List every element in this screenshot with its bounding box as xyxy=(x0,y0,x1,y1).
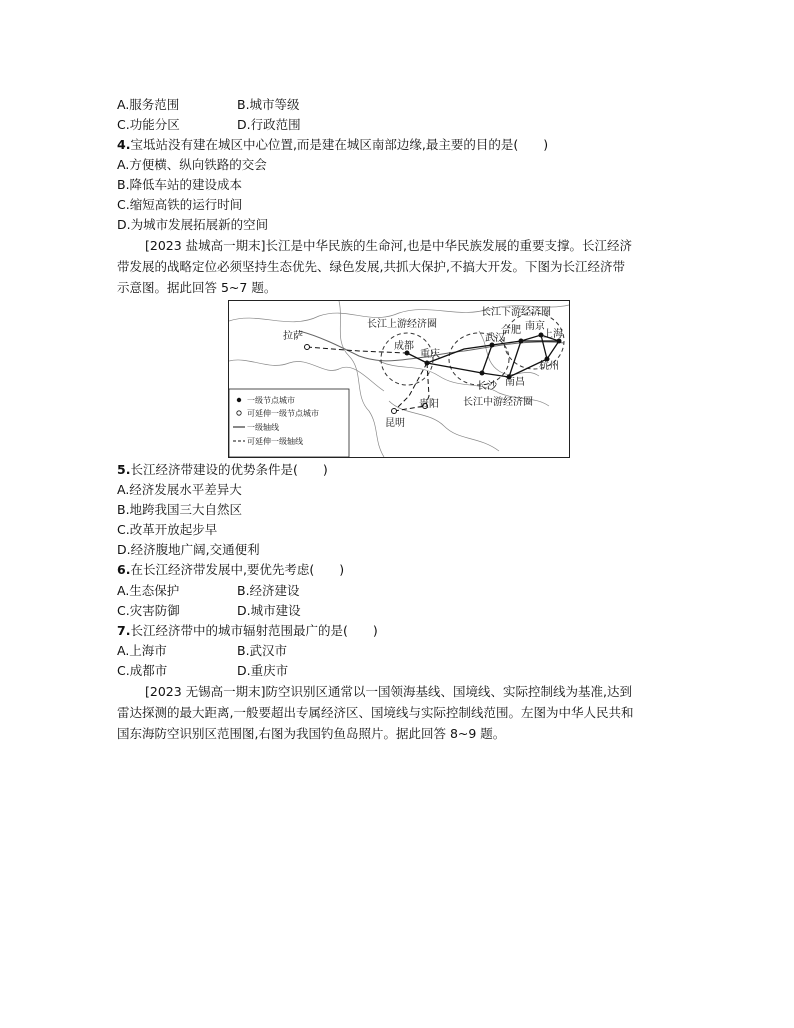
q4-question xyxy=(117,136,548,153)
passage2-line3: 国东海防空识别区范围图,右图为我国钓鱼岛照片。据此回答 8~9 题。 xyxy=(117,726,506,741)
label-shanghai: 上海 xyxy=(543,329,563,340)
node-hefei xyxy=(519,339,524,344)
q6-stem: 在长江经济带发展中,要优先考虑( ) xyxy=(130,562,345,577)
q3-option-a: A.服务范围 xyxy=(117,97,180,112)
label-chengdu: 成都 xyxy=(394,341,414,352)
q7-option-a: A.上海市 xyxy=(117,643,167,658)
label-kunming: 昆明 xyxy=(385,418,405,429)
label-guiyang: 贵阳 xyxy=(419,399,439,410)
label-nanchang: 南昌 xyxy=(505,377,525,388)
map-svg xyxy=(229,301,569,457)
q5-question xyxy=(117,461,328,478)
q4-stem: 宝坻站没有建在城区中心位置,而是建在城区南部边缘,最主要的目的是( ) xyxy=(130,137,549,152)
legend-axis: 一级轴线 xyxy=(247,423,279,432)
passage1-line2: 带发展的战略定位必须坚持生态优先、绿色发展,共抓大保护,不搞大开发。下图为长江经济带 xyxy=(117,259,625,274)
q7-option-b: B.武汉市 xyxy=(237,643,288,658)
node-kunming xyxy=(392,409,397,414)
q4-option-a: A.方便横、纵向铁路的交会 xyxy=(117,157,267,172)
q5-option-c: C.改革开放起步早 xyxy=(117,522,218,537)
q6-option-a: A.生态保护 xyxy=(117,583,180,598)
q4-option-c: C.缩短高铁的运行时间 xyxy=(117,197,243,212)
yangtze-economic-belt-map xyxy=(228,300,570,458)
node-chongqing xyxy=(425,361,430,366)
q4-number: 4. xyxy=(117,137,131,152)
label-upper-circle: 长江上游经济圈 xyxy=(367,319,437,330)
passage2-line2: 雷达探测的最大距离,一般要超出专属经济区、国境线与实际控制线范围。左图为中华人民共和 xyxy=(117,705,634,720)
label-changsha: 长沙 xyxy=(477,381,497,392)
q4-option-b: B.降低车站的建设成本 xyxy=(117,177,243,192)
label-lasa: 拉萨 xyxy=(283,331,303,342)
q6-option-c: C.灾害防御 xyxy=(117,603,180,618)
q5-option-a: A.经济发展水平差异大 xyxy=(117,482,242,497)
label-lower-circle: 长江下游经济圈 xyxy=(481,307,551,318)
q6-option-b: B.经济建设 xyxy=(237,583,300,598)
legend-first-node: 一级节点城市 xyxy=(247,396,295,405)
label-hangzhou: 杭州 xyxy=(539,361,559,372)
node-lasa xyxy=(305,345,310,350)
q3-option-b: B.城市等级 xyxy=(237,97,300,112)
label-hefei: 合肥 xyxy=(501,325,521,336)
q7-option-d: D.重庆市 xyxy=(237,663,289,678)
q5-number: 5. xyxy=(117,462,131,477)
q7-number: 7. xyxy=(117,623,131,638)
q6-question xyxy=(117,561,344,578)
q7-question xyxy=(117,622,378,639)
passage1-line3: 示意图。据此回答 5~7 题。 xyxy=(117,280,277,295)
legend-ext-axis: 可延伸一级轴线 xyxy=(247,437,303,446)
q7-option-c: C.成都市 xyxy=(117,663,168,678)
legend-ext-node: 可延伸一级节点城市 xyxy=(247,409,319,418)
q7-stem: 长江经济带中的城市辐射范围最广的是( ) xyxy=(130,623,378,638)
q3-option-c: C.功能分区 xyxy=(117,117,180,132)
node-changsha xyxy=(480,371,485,376)
q4-option-d: D.为城市发展拓展新的空间 xyxy=(117,217,269,232)
q6-option-d: D.城市建设 xyxy=(237,603,301,618)
label-chongqing: 重庆 xyxy=(420,349,440,360)
passage2-line1: [2023 无锡高一期末]防空识别区通常以一国领海基线、国境线、实际控制线为基准,达到 xyxy=(145,684,633,699)
label-wuhan: 武汉 xyxy=(485,333,505,344)
label-nanjing: 南京 xyxy=(525,321,545,332)
q5-option-d: D.经济腹地广阔,交通便利 xyxy=(117,542,260,557)
q5-stem: 长江经济带建设的优势条件是( ) xyxy=(130,462,328,477)
map-legend xyxy=(229,389,349,457)
passage1-line1: [2023 盐城高一期末]长江是中华民族的生命河,也是中华民族发展的重要支撑。长江经济 xyxy=(145,238,633,253)
label-middle-circle: 长江中游经济圈 xyxy=(463,397,533,408)
q6-number: 6. xyxy=(117,562,131,577)
q3-option-d: D.行政范围 xyxy=(237,117,301,132)
q5-option-b: B.地跨我国三大自然区 xyxy=(117,502,243,517)
